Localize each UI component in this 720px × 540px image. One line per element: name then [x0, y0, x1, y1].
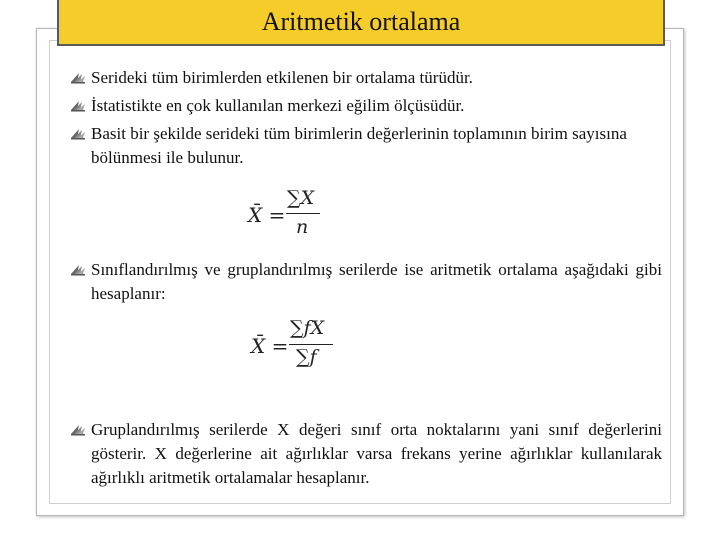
formula-mean-denominator: n — [296, 216, 309, 238]
fan-bullet-icon — [70, 98, 86, 112]
formula-weighted-denominator: ∑f — [296, 346, 317, 368]
title-banner — [57, 0, 665, 46]
fan-bullet-icon — [70, 126, 86, 140]
fan-bullet-icon — [70, 422, 86, 436]
bullet-item-4 — [70, 258, 662, 306]
formula-weighted-lhs: X̄ = — [251, 334, 289, 358]
formula-weighted-numerator: ∑fX — [290, 317, 325, 339]
formula-mean-lhs: X̄ = — [248, 203, 286, 227]
bullet-text-3: Basit bir şekilde serideki tüm birimlerin değerlerinin toplamının birim sayısına bölünmesi ile bulunur. — [91, 124, 627, 167]
formula-mean-numerator: ∑X — [287, 187, 315, 209]
bullet-text-2: İstatistikte en çok kullanılan merkezi eğilim ölçüsüdür. — [91, 96, 465, 115]
bullet-item-2 — [70, 94, 662, 118]
bullet-text-5: Gruplandırılmış serilerde X değeri sınıf orta noktalarını yani sınıf değerlerini gösterir. X değerlerine ait ağırlıklar varsa frekans yerine ağırlıklar kullanılarak ağırlıklı aritmetik ortalamalar hesaplanır. — [91, 420, 662, 487]
bullet-item-5 — [70, 418, 662, 490]
fan-bullet-icon — [70, 262, 86, 276]
page-title: Aritmetik ortalama — [261, 7, 461, 36]
formula-mean-bar — [286, 213, 320, 214]
formula-weighted-bar — [289, 344, 333, 345]
fan-bullet-icon — [70, 70, 86, 84]
bullet-text-4: Sınıflandırılmış ve gruplandırılmış serilerde ise aritmetik ortalama aşağıdaki gibi hesaplanır: — [91, 260, 662, 303]
bullet-item-3 — [70, 122, 662, 170]
bullet-item-1 — [70, 66, 662, 90]
bullet-text-1: Serideki tüm birimlerden etkilenen bir ortalama türüdür. — [91, 68, 473, 87]
